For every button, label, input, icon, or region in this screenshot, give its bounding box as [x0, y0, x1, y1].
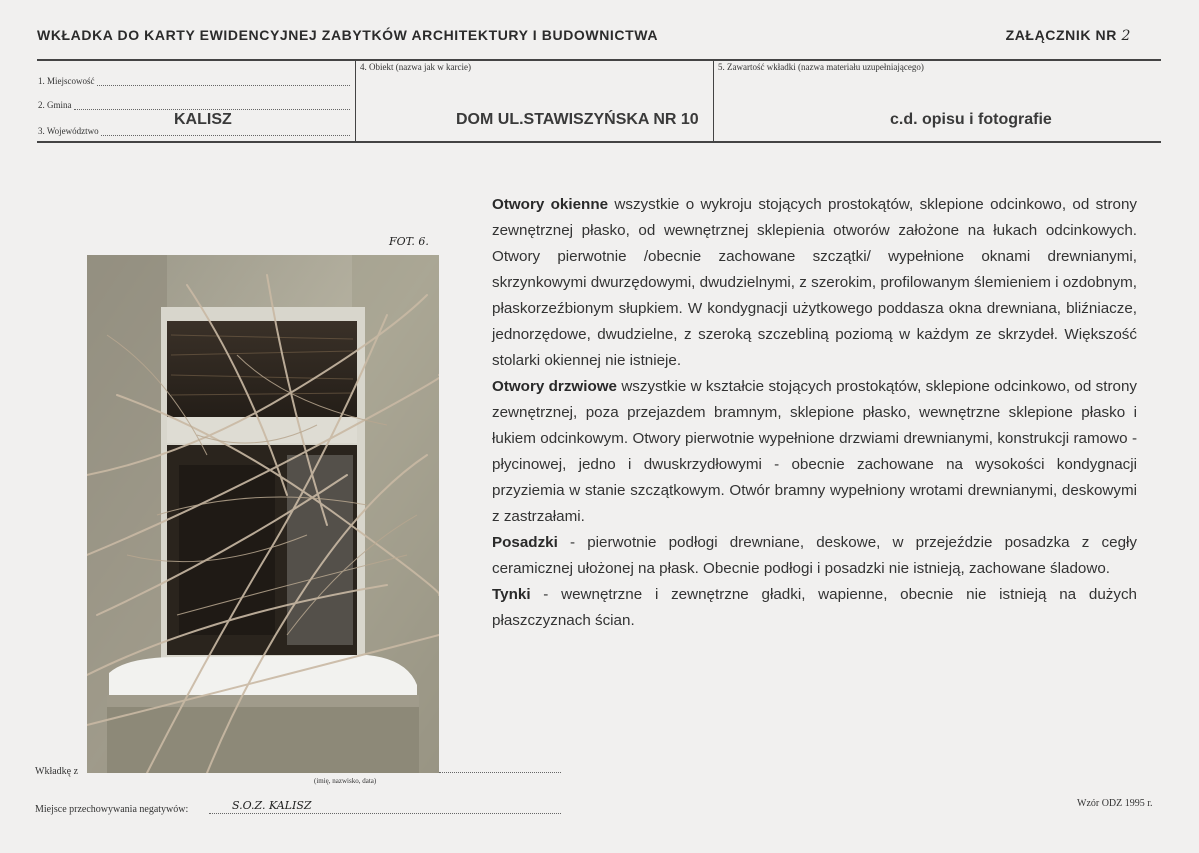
heading-floors: Posadzki	[492, 534, 558, 551]
text-floors: - pierwotnie podłogi drewniane, deskowe, w przejeździe posadzka z cegły ceramicznej ułożonej na płask. Obecnie podłogi i posadzki nie istnieją, zachowane śladowo.	[492, 534, 1137, 577]
paragraph-plaster	[492, 582, 1137, 634]
heading-windows: Otwory okienne	[492, 196, 609, 213]
paragraph-doors	[492, 374, 1137, 530]
divider-2	[713, 59, 714, 142]
form-id: Wzór ODZ 1995 r.	[1077, 798, 1153, 809]
form-title: WKŁADKA DO KARTY EWIDENCYJNEJ ZABYTKÓW ARCHITEKTURY I BUDOWNICTWA	[37, 27, 659, 43]
text-doors: wszystkie w kształcie stojących prostokątów, sklepione odcinkowo, od strony zewnętrznej, poza przejazdem bramnym, sklepione płasko, wewnętrzne sklepione płasko i łukiem odcinkowym. Otwory pierwotnie wypełnione drzwiami drewnianymi, konstrukcji ramowo - płycinowej, jedno i dwuskrzydłowymi - obecnie zachowane na wysokości kondygnacji przyziemia w stanie szczątkowym. Otwór bramny wypełniony wrotami drewnianymi, deskowymi z zastrzałami.	[492, 378, 1138, 525]
bottom-rule	[37, 141, 1161, 143]
window-photo-illustration	[87, 255, 439, 773]
description-text	[492, 192, 1137, 634]
annex-number: 2	[1121, 28, 1131, 44]
photo-caption: FOT. 6.	[389, 235, 429, 248]
negatives-label: Miejsce przechowywania negatywów:	[35, 804, 189, 815]
gmina-field	[38, 100, 350, 110]
top-rule	[37, 59, 1161, 61]
divider-1	[355, 59, 356, 142]
location-value: KALISZ	[174, 111, 232, 128]
negatives-line	[209, 812, 561, 814]
gmina-dots	[74, 100, 351, 110]
wojewodztwo-label: 3. Województwo	[38, 126, 99, 136]
signature-hint: (imię, nazwisko, data)	[314, 777, 377, 785]
heading-doors: Otwory drzwiowe	[492, 378, 617, 395]
zawartosc-value: c.d. opisu i fotografie	[890, 111, 1052, 128]
negatives-value: S.O.Z. KALISZ	[232, 799, 312, 812]
miejscowosc-field	[38, 76, 350, 86]
signature-line	[439, 771, 561, 773]
miejscowosc-label: 1. Miejscowość	[38, 76, 95, 86]
paragraph-windows	[492, 192, 1137, 374]
text-plaster: - wewnętrzne i zewnętrzne gładki, wapienne, obecnie nie istnieją na dużych płaszczyznach ścian.	[492, 586, 1137, 629]
annex-label-text: ZAŁĄCZNIK NR	[1005, 27, 1117, 43]
obiekt-value: DOM UL.STAWISZYŃSKA NR 10	[456, 111, 699, 128]
paragraph-floors	[492, 530, 1137, 582]
zawartosc-label: 5. Zawartość wkładki (nazwa materiału uzupełniającego)	[718, 62, 924, 72]
wkladke-label: Wkładkę z	[35, 766, 79, 777]
annex-label	[1006, 27, 1131, 44]
heading-plaster: Tynki	[492, 586, 531, 603]
gmina-label: 2. Gmina	[38, 100, 72, 110]
obiekt-label: 4. Obiekt (nazwa jak w karcie)	[360, 62, 471, 72]
window-photo	[87, 255, 439, 773]
text-windows: wszystkie o wykroju stojących prostokątów, sklepione odcinkowo, od strony zewnętrznej płasko, od wewnętrznej sklepienia otworów założone na łukach odcinkowych. Otwory pierwotnie /obecnie zachowane szczątki/ wypełnione oknami drewnianymi, skrzynkowymi dwurzędowymi, dwudzielnymi, z szerokim, profilowanym ślemieniem i ozdobnym, płaskorzeźbionym słupkiem. W kondygnacji użytkowego poddasza okna drewniana, bliźniacze, jednorzędowe, dwudzielne, z szeroką szczebliną poziomą w każdym ze skrzydeł. Większość stolarki okiennej nie istnieje.	[492, 196, 1138, 369]
miejscowosc-dots	[97, 76, 351, 86]
